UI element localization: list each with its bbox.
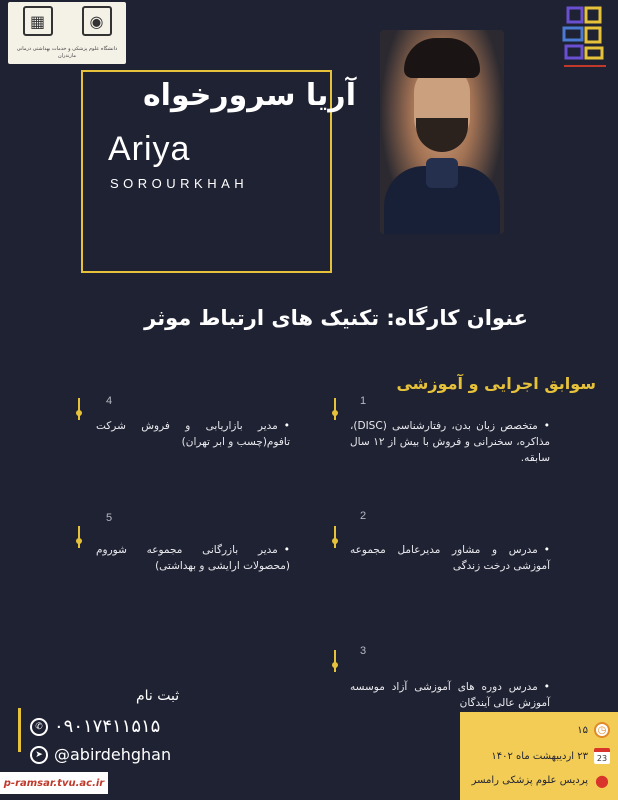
bullet-icon: • — [543, 681, 550, 693]
timeline-line-right — [334, 526, 336, 548]
timeline-line-left — [78, 526, 80, 548]
register-title: ثبت نام — [136, 688, 180, 704]
timeline-item-3 — [350, 679, 550, 711]
faculty-emblem-icon: ◉ — [82, 6, 112, 36]
timeline-dot — [76, 538, 82, 544]
timeline-item-3-text: مدرس دوره های آموزشی آزاد موسسه آموزش عالی آیندگان — [350, 681, 550, 709]
timeline-line-right — [334, 650, 336, 672]
telegram-contact[interactable] — [30, 745, 171, 764]
speaker-first-name-en: Ariya — [108, 130, 191, 168]
logo-caption: دانشگاه علوم پزشکی و خدمات بهداشتی درمانی مازندران — [16, 46, 118, 59]
timeline-number-1: 1 — [360, 395, 367, 407]
telegram-icon: ➤ — [30, 746, 48, 764]
event-date-row — [491, 748, 610, 764]
timeline-item-1-text: متخصص زبان بدن، رفتارشناسی (DISC)، مذاکره، سخنرانی و فروش با بیش از ۱۲ سال سابقه. — [350, 420, 550, 464]
location-pin-icon: ● — [595, 770, 609, 790]
timeline-line-right — [334, 398, 336, 420]
bullet-icon: • — [543, 420, 550, 432]
timeline-number-3: 3 — [360, 645, 367, 657]
timeline-item-2 — [350, 542, 550, 574]
timeline-line-left — [78, 398, 80, 420]
event-time: ۱۵ — [577, 724, 588, 736]
phone-number[interactable]: ۰۹۰۱۷۴۱۱۵۱۵ — [54, 716, 161, 737]
university-emblem-icon: ▦ — [23, 6, 53, 36]
whatsapp-icon: ✆ — [30, 718, 48, 736]
timeline-number-2: 2 — [360, 510, 367, 522]
website-link[interactable]: p-ramsar.tvu.ac.ir — [0, 772, 108, 794]
bullet-icon: • — [283, 544, 290, 556]
bullet-icon: • — [283, 420, 290, 432]
event-date: ۲۳ اردیبهشت ماه ۱۴۰۲ — [491, 750, 588, 762]
calendar-icon: 23 — [594, 748, 610, 764]
bullet-icon: • — [543, 544, 550, 556]
event-info-box — [460, 712, 618, 800]
timeline-dot — [76, 410, 82, 416]
experience-section-title: سوابق اجرایی و آموزشی — [396, 374, 596, 393]
event-location: پردیس علوم پزشکی رامسر — [471, 774, 588, 786]
phone-contact[interactable] — [30, 716, 160, 737]
speaker-photo — [380, 30, 504, 234]
timeline-item-4 — [96, 418, 290, 450]
accent-bar — [18, 708, 21, 752]
timeline-item-4-text: مدیر بازاریابی و فروش شرکت تافوم(چسب و ابر تهران) — [96, 420, 290, 448]
timeline-item-2-text: مدرس و مشاور مدیرعامل مجموعه آموزشی درخت زندگی — [350, 544, 550, 572]
timeline-item-5-text: مدیر بازرگانی مجموعه شوروم (محصولات ارایشی و بهداشتی) — [96, 544, 290, 572]
timeline-number-5: 5 — [106, 512, 113, 524]
workshop-title: عنوان کارگاه: تکنیک های ارتباط موثر — [144, 306, 528, 330]
event-time-row — [468, 722, 610, 738]
speaker-name-fa: آریا سرورخواه — [142, 78, 356, 113]
university-logos — [8, 2, 126, 64]
timeline-dot — [332, 538, 338, 544]
event-location-row — [472, 772, 610, 788]
timeline-dot — [332, 662, 338, 668]
timeline-dot — [332, 410, 338, 416]
timeline-item-1 — [350, 418, 550, 466]
clock-icon: ◷ — [594, 722, 610, 738]
timeline-number-4: 4 — [106, 395, 113, 407]
telegram-handle[interactable]: @abirdehghan — [54, 745, 172, 764]
brand-mark-icon — [558, 4, 612, 76]
timeline-item-5 — [96, 542, 290, 574]
speaker-last-name-en: SOROURKHAH — [110, 176, 249, 191]
